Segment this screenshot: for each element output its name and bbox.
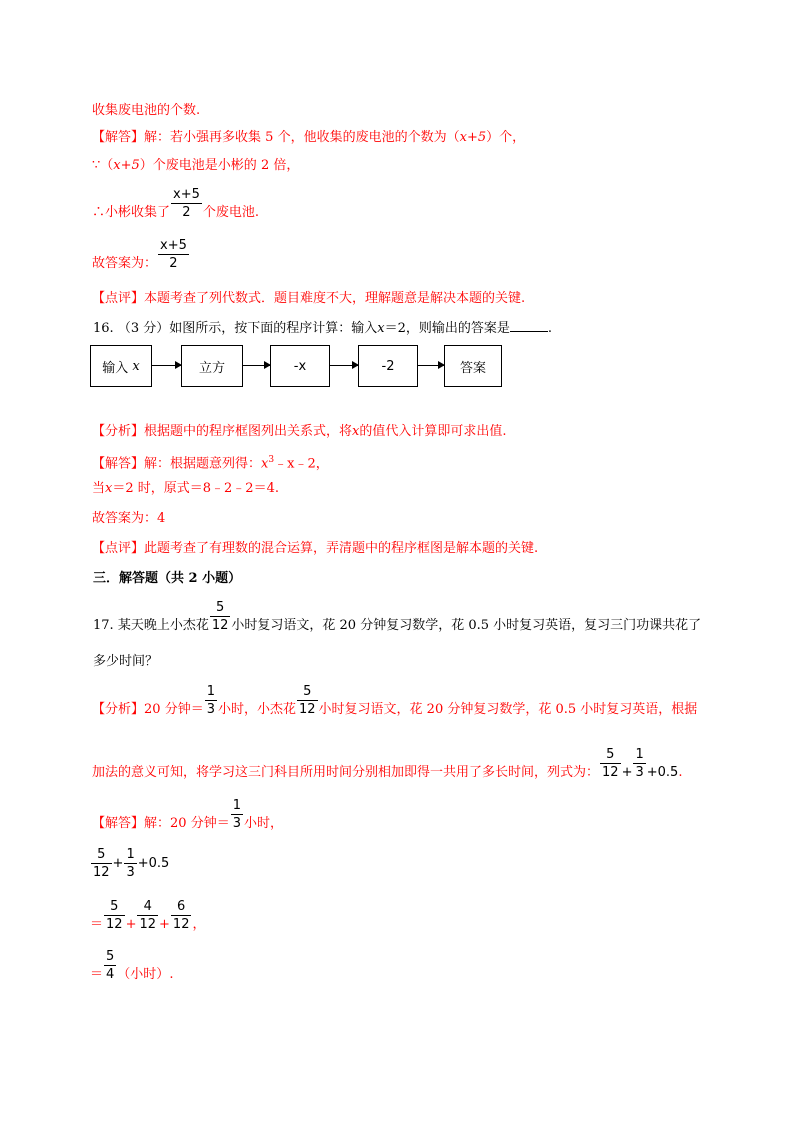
question-text: 如图所示，按下面的程序计算：输入 <box>169 321 378 336</box>
answer-label: 【解答】 <box>92 456 145 472</box>
question-text: 小时复习语文，花 20 分钟复习数学，花 0.5 小时复习英语，复习三门功课共花了 <box>231 618 702 633</box>
fraction <box>158 237 189 272</box>
fraction-numerator: x+5 <box>173 187 200 202</box>
flow-arrow <box>152 365 181 366</box>
fraction <box>91 846 112 881</box>
fraction <box>137 898 158 933</box>
analysis-text: 小时复习语文，花 20 分钟复习数学，花 0.5 小时复习英语，根据 <box>318 702 698 717</box>
fraction <box>210 599 231 634</box>
q17-stem <box>93 599 701 634</box>
analysis-text: 加法的意义可知，将学习这三门科目所用时间分别相加即得一共用了多长时间，列式为： <box>92 765 600 780</box>
substitution-text: 当 <box>92 481 106 496</box>
step-end: . <box>169 967 174 982</box>
flow-minus-x-box <box>270 345 330 387</box>
plus-sign: + <box>112 856 124 871</box>
fraction-numerator: 5 <box>110 899 119 914</box>
answer-blank <box>510 317 548 332</box>
plus-sign: + <box>159 917 170 932</box>
answer-expression: ﹣x﹣2， <box>274 456 329 472</box>
flow-input-box <box>90 345 152 387</box>
answer-exponent: 3 <box>268 455 275 465</box>
question-variable: x <box>377 321 385 336</box>
q17-analysis-cont <box>92 746 682 781</box>
because-expression: x+5 <box>113 158 140 173</box>
answer-expression: x+5 <box>459 130 487 145</box>
fraction-denominator: 4 <box>106 967 115 982</box>
q16-analysis <box>92 423 507 441</box>
question-number: 17. <box>93 618 114 633</box>
answer-label: 【解答】 <box>92 816 145 831</box>
answer-label: 【解答】 <box>92 130 145 145</box>
q17-analysis <box>92 683 697 718</box>
plus-sign: + <box>125 917 137 932</box>
fraction <box>633 746 645 781</box>
flow-minus-2-label: -2 <box>381 358 395 374</box>
fraction-denominator: 12 <box>106 917 123 932</box>
comment-text: 此题考查了有理数的混合运算，弄清题中的程序框图是解本题的关键. <box>144 541 539 556</box>
fraction-numerator: 5 <box>106 949 115 964</box>
step-end: ， <box>192 917 206 932</box>
fraction-denominator: 12 <box>602 765 619 780</box>
q15-line-pre: 收集废电池的个数. <box>92 103 201 118</box>
flow-minus-2-box <box>358 345 418 387</box>
therefore-text: 个废电池. <box>202 205 260 220</box>
fraction-numerator: 1 <box>126 847 135 862</box>
fraction-denominator: 3 <box>206 702 215 717</box>
because-number: 2 <box>260 158 270 173</box>
analysis-variable: x <box>352 424 360 439</box>
fraction-numerator: 5 <box>606 747 615 762</box>
q15-comment <box>92 290 525 308</box>
fraction-numerator: 5 <box>97 847 106 862</box>
analysis-label: 【分析】 <box>92 424 145 439</box>
flow-input-label: 输入 <box>102 360 129 376</box>
because-text: （ <box>100 158 114 173</box>
answer-number: 5 <box>265 130 274 145</box>
final-label: 故答案为： <box>92 256 158 271</box>
substitution-text: ＝2 时，原式＝8﹣2﹣2＝4. <box>112 481 279 496</box>
q17-step-1 <box>90 846 169 881</box>
answer-text: 个，他收集的废电池的个数为（ <box>277 130 460 145</box>
fraction-denominator: 3 <box>232 816 241 831</box>
equals-sign: ＝ <box>90 917 104 932</box>
fraction-denominator: 12 <box>299 702 316 717</box>
fraction-numerator: x+5 <box>160 238 187 253</box>
question-score: （3 分） <box>117 321 170 336</box>
fraction <box>171 186 202 221</box>
q16-final-answer: 故答案为：4 <box>92 511 166 526</box>
fraction <box>600 746 621 781</box>
fraction-denominator: 12 <box>139 917 157 932</box>
q17-stem-cont: 多少时间？ <box>93 654 159 669</box>
plus-sign: + <box>621 765 633 780</box>
q15-answer-line <box>92 129 525 147</box>
fraction <box>205 683 217 718</box>
fraction-numerator: 1 <box>635 747 644 762</box>
question-text: . <box>547 321 553 336</box>
fraction-denominator: 2 <box>171 203 202 221</box>
q15-therefore-line <box>92 186 259 221</box>
fraction-denominator: 12 <box>93 865 110 880</box>
comment-label: 【点评】 <box>92 291 145 306</box>
fraction-numerator: 5 <box>303 684 312 699</box>
question-number: 16. <box>93 321 114 336</box>
flow-cube-label: 立方 <box>198 360 225 376</box>
analysis-text: 20 分钟＝ <box>144 702 204 717</box>
unit-label: （小时） <box>117 967 170 982</box>
comment-label: 【点评】 <box>92 541 145 556</box>
fraction-numerator: 1 <box>206 684 215 699</box>
q15-because-line <box>92 157 299 175</box>
question-text: ＝2，则输出的答案是 <box>384 321 510 336</box>
analysis-end: . <box>678 765 683 780</box>
q16-answer <box>92 451 329 473</box>
question-text: 某天晚上小杰花 <box>117 618 209 633</box>
q17-step-3 <box>90 948 173 983</box>
flow-arrow <box>330 365 358 366</box>
q16-stem <box>93 317 552 338</box>
answer-text: ）个， <box>486 130 526 145</box>
q15-final-answer <box>92 237 190 272</box>
equals-sign: ＝ <box>90 967 104 982</box>
fraction <box>297 683 318 718</box>
flow-cube-box <box>181 345 243 387</box>
fraction <box>171 898 192 933</box>
analysis-text: 的值代入计算即可求出值. <box>359 424 507 439</box>
q17-step-2 <box>90 898 205 933</box>
fraction <box>104 898 125 933</box>
fraction-numerator: 4 <box>143 899 152 914</box>
flow-minus-x-label: -x <box>293 358 307 374</box>
answer-text: 解：若小强再多收集 <box>144 130 262 145</box>
substitution-variable: x <box>105 481 113 496</box>
fraction <box>124 846 136 881</box>
answer-expression: x <box>261 456 269 472</box>
comment-text: 本题考查了列代数式．题目难度不大，理解题意是解决本题的关键. <box>144 291 526 306</box>
fraction <box>104 948 116 983</box>
q16-comment <box>92 540 538 558</box>
analysis-text: 根据题中的程序框图列出关系式，将 <box>144 424 353 439</box>
flow-input-variable: x <box>132 358 140 374</box>
flow-answer-box <box>444 345 502 387</box>
fraction-numerator: 5 <box>215 600 225 615</box>
q17-answer <box>92 797 283 832</box>
answer-text: 解：根据题意列得： <box>144 456 262 472</box>
fraction-denominator: 12 <box>211 618 229 633</box>
fraction <box>231 797 243 832</box>
because-text: 倍， <box>273 158 300 173</box>
because-symbol: ∵ <box>92 158 101 173</box>
fraction-numerator: 6 <box>177 899 186 914</box>
fraction-denominator: 3 <box>126 865 135 880</box>
fraction-denominator: 12 <box>172 917 190 932</box>
answer-text: 小时， <box>243 816 283 831</box>
fraction-denominator: 3 <box>635 765 644 780</box>
q16-substitution <box>92 480 279 498</box>
because-text: ）个废电池是小彬的 <box>139 158 257 173</box>
analysis-label: 【分析】 <box>92 702 145 717</box>
fraction-numerator: 1 <box>232 798 241 813</box>
flow-answer-label: 答案 <box>459 360 486 376</box>
section-heading: 三．解答题（共 2 小题） <box>93 571 242 586</box>
answer-text: 解：20 分钟＝ <box>144 816 230 831</box>
expression-tail: +0.5 <box>137 856 170 871</box>
fraction-denominator: 2 <box>158 254 189 272</box>
flow-arrow <box>418 365 444 366</box>
expression-tail: +0.5 <box>646 765 679 780</box>
flow-arrow <box>243 365 270 366</box>
therefore-text: ∴小彬收集了 <box>92 205 171 220</box>
analysis-text: 小时，小杰花 <box>217 702 296 717</box>
